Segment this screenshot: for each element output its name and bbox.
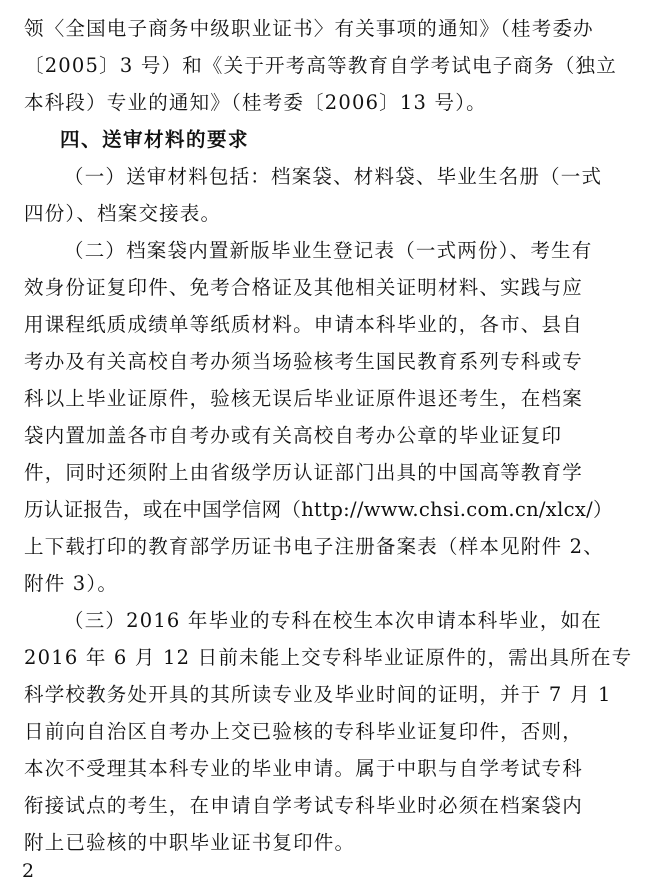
text-line: 科学校教务处开具的其所读专业及毕业时间的证明，并于 7 月 1: [24, 683, 612, 706]
text-line: 附件 3）。: [24, 572, 119, 595]
text-line: 考办及有关高校自考办须当场验核考生国民教育系列专科或专: [24, 350, 583, 373]
text-line: （二）档案袋内置新版毕业生登记表（一式两份）、考生有: [64, 239, 593, 262]
text-line: 历认证报告，或在中国学信网（http://www.chsi.com.cn/xlcx/）: [24, 498, 613, 521]
text-line: 日前向自治区自考办上交已验核的专科毕业证复印件，否则，: [24, 720, 583, 743]
text-line: 衔接试点的考生，在申请自学考试专科毕业时必须在档案袋内: [24, 794, 583, 817]
text-line: 2016 年 6 月 12 日前未能上交专科毕业证原件的，需出具所在专: [24, 646, 633, 669]
text-line: 〔2005〕3 号）和《关于开考高等教育自学考试电子商务（独立: [24, 54, 617, 77]
section-heading: 四、送审材料的要求: [60, 128, 250, 151]
text-line: 袋内置加盖各市自考办或有关高校自考办公章的毕业证复印: [24, 424, 563, 447]
text-line: （三）2016 年毕业的专科在校生本次申请本科毕业，如在: [64, 609, 602, 632]
text-line: 本科段）专业的通知》（桂考委〔2006〕13 号）。: [24, 91, 487, 114]
text-line: （一）送审材料包括：档案袋、材料袋、毕业生名册（一式: [64, 165, 603, 188]
text-line: 用课程纸质成绩单等纸质材料。申请本科毕业的，各市、县自: [24, 313, 583, 336]
text-line: 附上已验核的中职毕业证书复印件。: [24, 831, 356, 854]
text-line: 四份）、档案交接表。: [24, 202, 222, 225]
text-line: 件，同时还须附上由省级学历认证部门出具的中国高等教育学: [24, 461, 583, 484]
text-line: 上下载打印的教育部学历证书电子注册备案表（样本见附件 2、: [24, 535, 604, 558]
text-line: 本次不受理其本科专业的毕业申请。属于中职与自学考试专科: [24, 757, 583, 780]
text-line: 效身份证复印件、免考合格证及其他相关证明材料、实践与应: [24, 276, 583, 299]
text-line: 科以上毕业证原件，验核无误后毕业证原件退还考生，在档案: [24, 387, 583, 410]
page-number: 2: [22, 860, 35, 882]
text-line: 领〈全国电子商务中级职业证书〉有关事项的通知》（桂考委办: [24, 17, 594, 40]
